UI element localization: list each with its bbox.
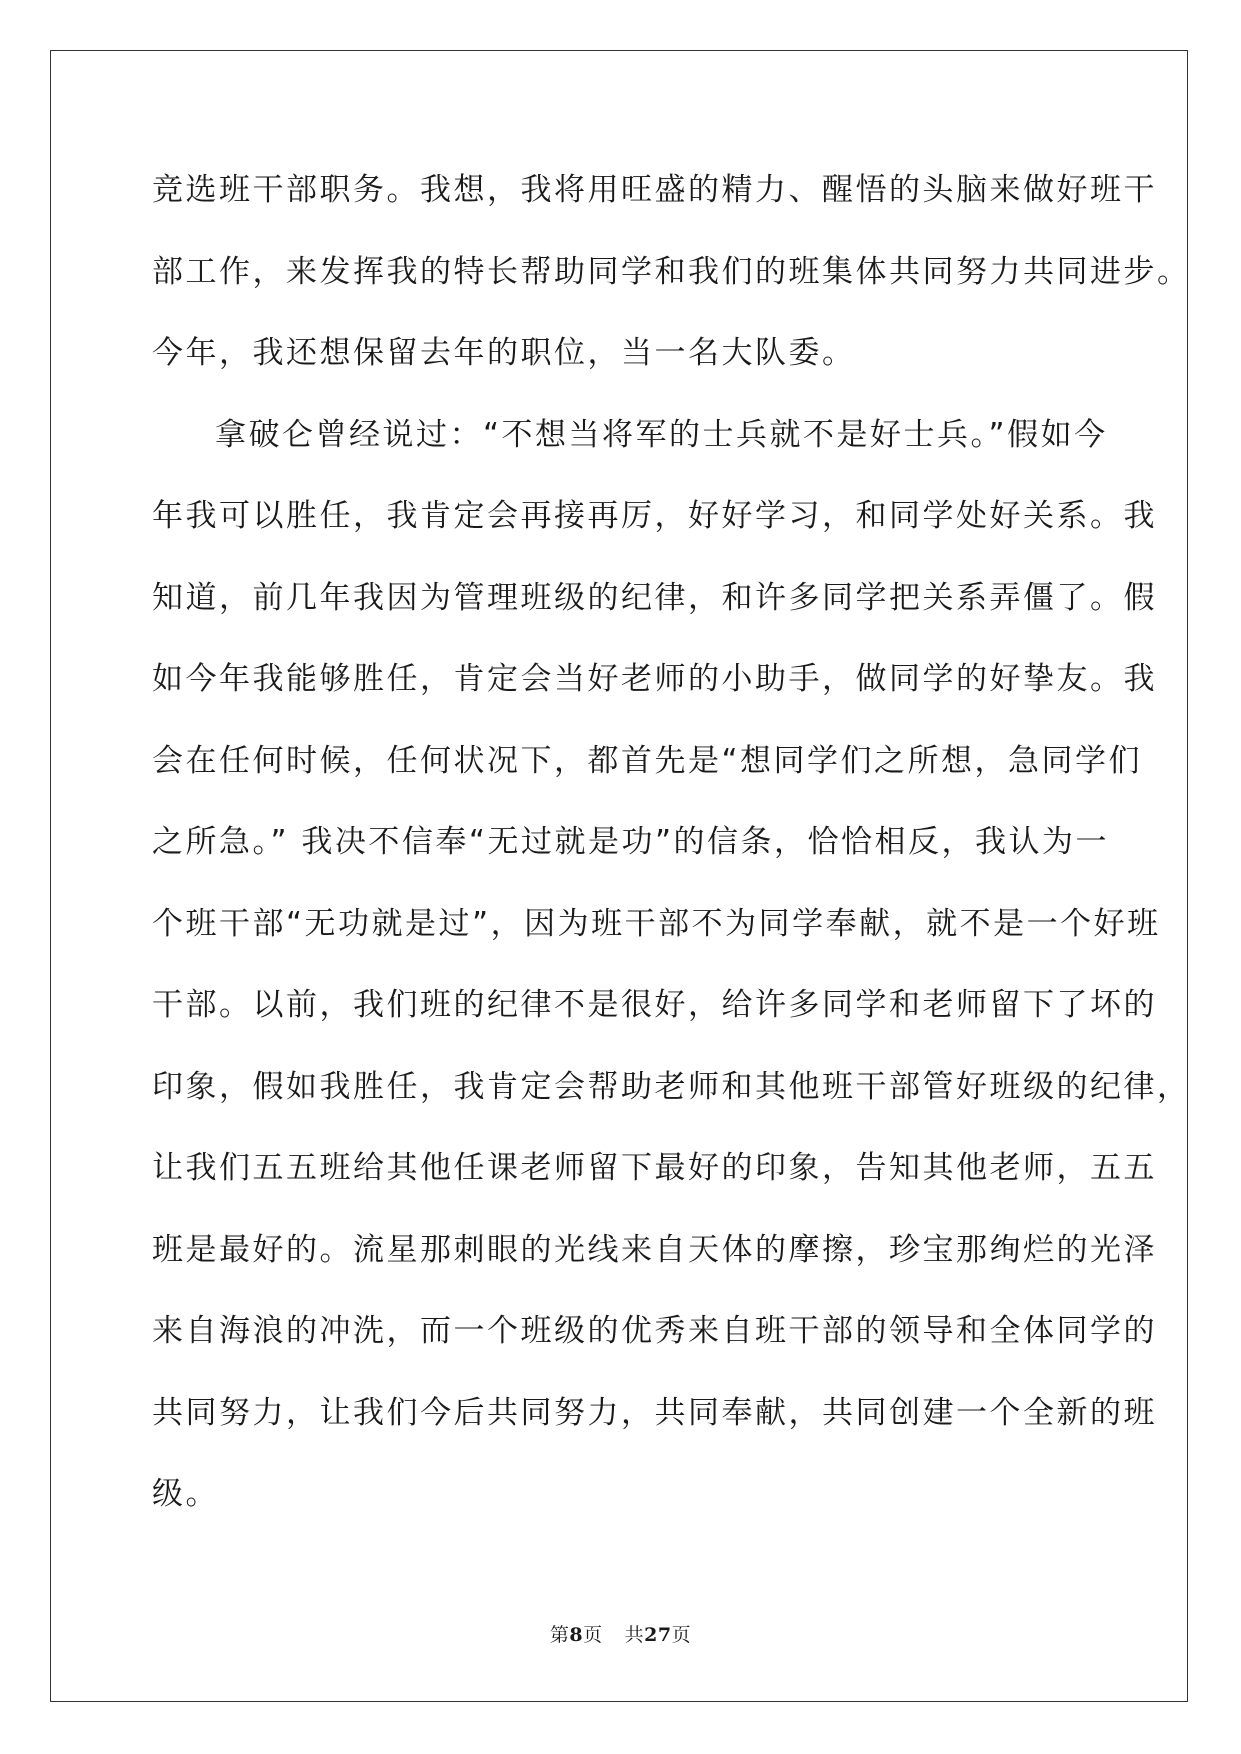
text-line: 来自海浪的冲洗，而一个班级的优秀来自班干部的领导和全体同学的: [152, 1313, 1157, 1349]
text-line: 竞选班干部职务。我想，我将用旺盛的精力、醒悟的头脑来做好班干: [152, 172, 1157, 208]
page-label-suffix: 页: [583, 1624, 603, 1646]
text-line: 干部。以前，我们班的纪律不是很好，给许多同学和老师留下了坏的: [152, 987, 1157, 1023]
page-label-prefix: 第: [549, 1624, 570, 1646]
text-line: 共同努力，让我们今后共同努力，共同奉献，共同创建一个全新的班: [152, 1394, 1157, 1431]
text-line: 之所急。” 我决不信奉“无过就是功”的信条，恰恰相反，我认为一: [152, 824, 1110, 860]
total-label-prefix: 共: [624, 1624, 645, 1646]
total-label-suffix: 页: [671, 1624, 692, 1646]
text-line: 会在任何时候，任何状况下，都首先是“想同学们之所想，急同学们: [152, 742, 1143, 779]
current-page-number: 8: [569, 1624, 584, 1646]
text-line: 年我可以胜任，我肯定会再接再厉，好好学习，和同学处好关系。我: [152, 498, 1157, 534]
text-line: 班是最好的。流星那刺眼的光线来自天体的摩擦，珍宝那绚烂的光泽: [152, 1231, 1157, 1268]
text-line: 今年，我还想保留去年的职位，当一名大队委。: [152, 335, 856, 371]
text-line: 级。: [152, 1476, 219, 1512]
text-line: 如今年我能够胜任，肯定会当好老师的小助手，做同学的好挚友。我: [152, 661, 1157, 697]
total-page-count: 27: [644, 1624, 672, 1646]
document-body: [152, 160, 1191, 1546]
page-footer: [0, 1620, 1241, 1647]
paragraph-first-line: 拿破仑曾经说过：“不想当将军的士兵就不是好士兵。”假如今: [215, 416, 1108, 453]
text-line: 部工作，来发挥我的特长帮助同学和我们的班集体共同努力共同进步。: [152, 253, 1191, 290]
text-line: 印象，假如我胜任，我肯定会帮助老师和其他班干部管好班级的纪律，: [152, 1068, 1191, 1105]
text-line: 让我们五五班给其他任课老师留下最好的印象，告知其他老师，五五: [152, 1150, 1157, 1186]
text-line: 个班干部“无功就是过”，因为班干部不为同学奉献，就不是一个好班: [152, 905, 1161, 942]
text-line: 知道，前几年我因为管理班级的纪律，和许多同学把关系弄僵了。假: [152, 579, 1157, 616]
